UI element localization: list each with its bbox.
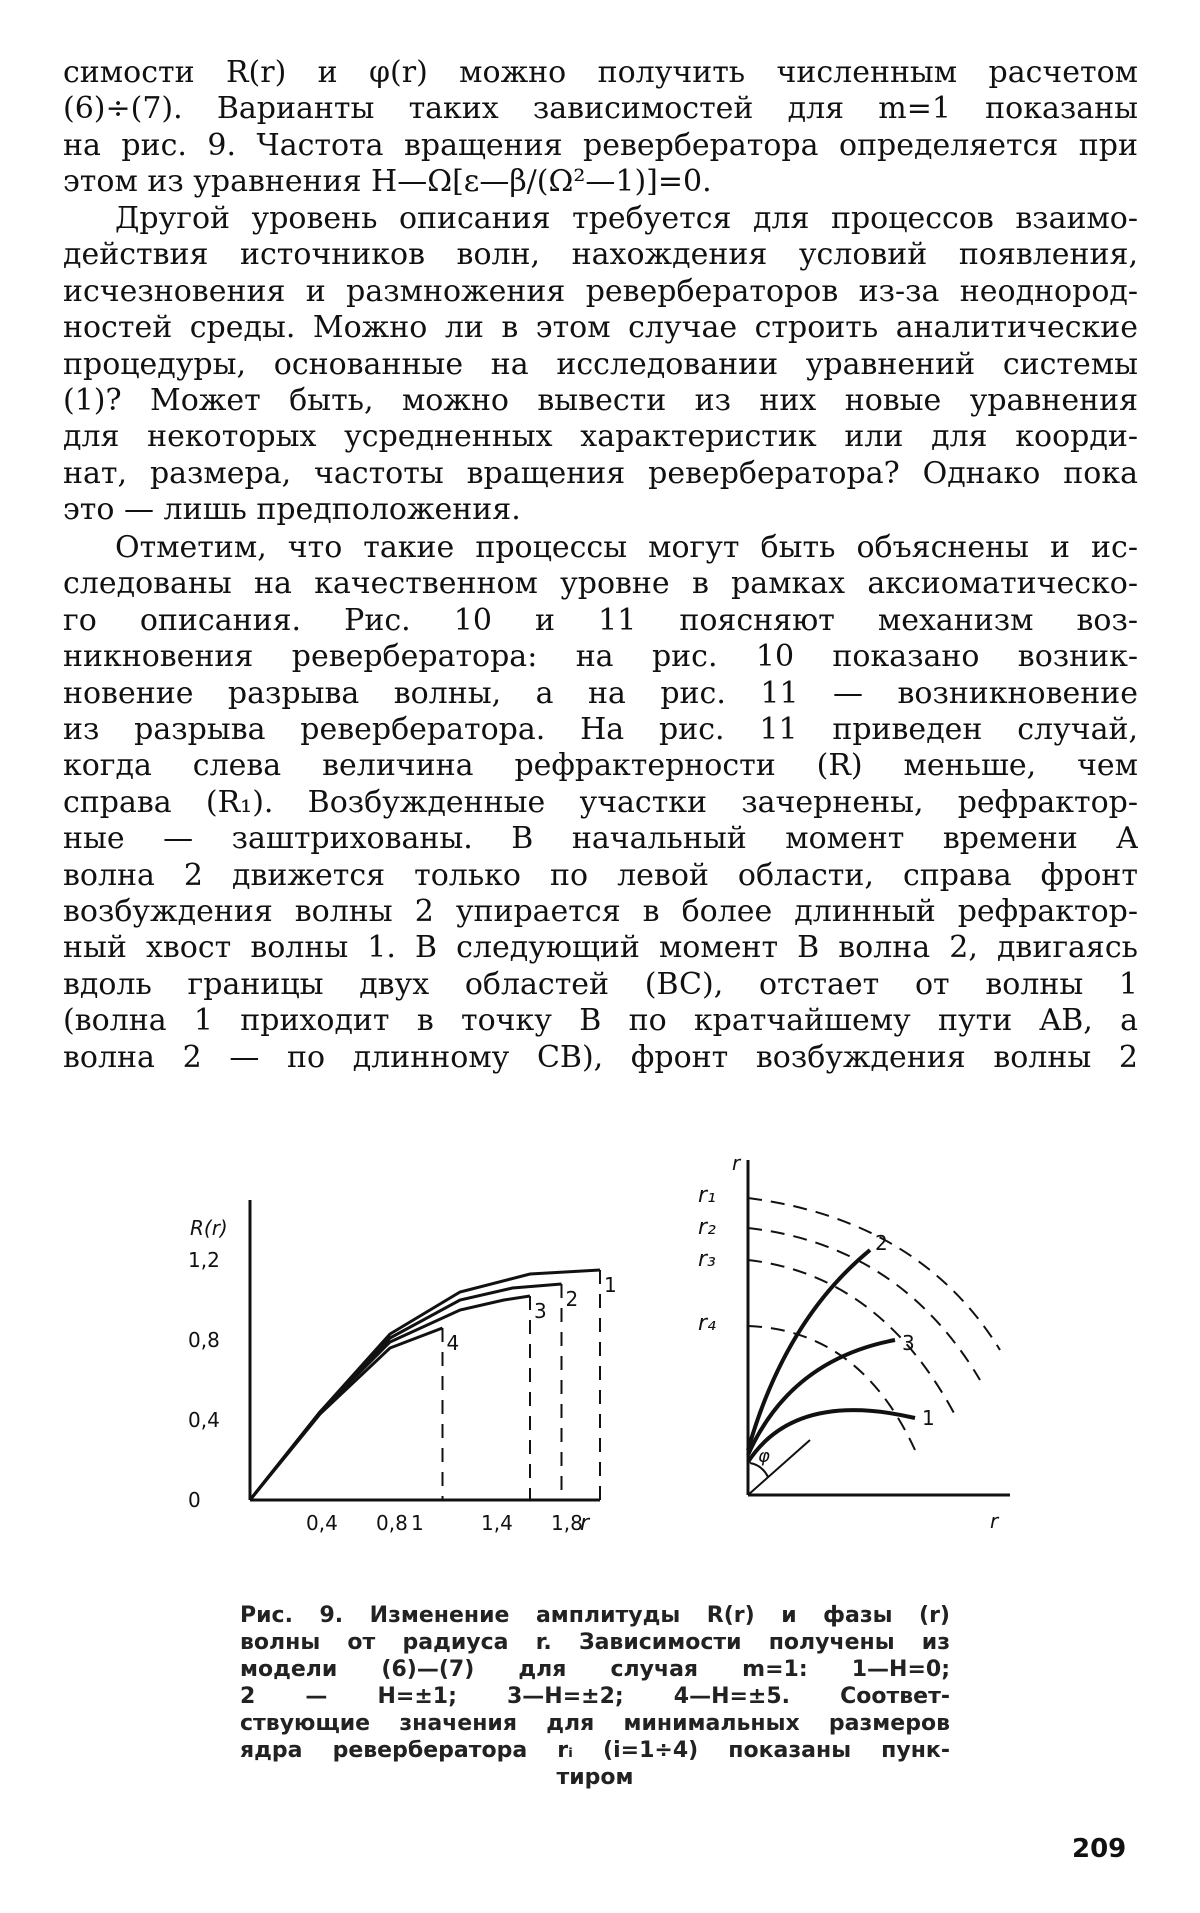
series-label-4: 4 (446, 1331, 460, 1355)
series-label-2: 2 (565, 1287, 579, 1311)
series-label-3: 3 (534, 1299, 547, 1323)
text-line: возбуждения волны 2 упирается в более длинный рефрактор- (63, 894, 1138, 930)
x-tick-label: 0,4 (306, 1511, 338, 1535)
text-line: волна 2 движется только по левой области, справа фронт (63, 857, 1138, 893)
text-line: Другой уровень описания требуется для процессов взаимо- (115, 201, 1138, 236)
amplitude-chart (180, 1200, 620, 1580)
caption-line: Рис. 9. Изменение амплитуды R(r) и фазы (r) (240, 1603, 950, 1628)
paragraph-3 (63, 530, 1138, 1076)
text-line: никновения ревербератора: на рис. 10 показано возник- (63, 639, 1138, 675)
phase-diagram (690, 1150, 1030, 1540)
series-line-4 (250, 1328, 443, 1500)
text-line: ные — заштрихованы. В начальный момент времени A (63, 821, 1138, 857)
x-tick-label: 1,8 (551, 1511, 583, 1535)
text-line: следованы на качественном уровне в рамках аксиоматическо- (63, 566, 1138, 602)
page-number: 209 (1072, 1834, 1127, 1864)
y-axis-label: R(r) (190, 1216, 228, 1240)
text-line: это — лишь предположения. (63, 492, 521, 528)
phase-curve-1 (748, 1410, 915, 1462)
text-line: симости R(r) и φ(r) можно получить численным расчетом (63, 55, 1138, 90)
curve-label-1: 1 (922, 1406, 935, 1430)
text-line: нат, размера, частоты вращения ревербератора? Однако пока (63, 455, 1138, 491)
series-label-1: 1 (604, 1273, 617, 1297)
series-line-1 (250, 1270, 600, 1500)
series-line-2 (250, 1284, 562, 1500)
curve-label-3: 3 (902, 1331, 915, 1355)
text-line: ный хвост волны 1. В следующий момент B волна 2, двигаясь (63, 930, 1138, 966)
text-line: го описания. Рис. 10 и 11 поясняют механизм воз- (63, 602, 1138, 638)
caption-line: ядра ревербератора rᵢ (i=1÷4) показаны пунк- (240, 1738, 950, 1763)
phase-curves (748, 1250, 915, 1462)
paragraph-1 (63, 55, 1138, 201)
y-tick-labels (188, 1248, 220, 1512)
text-line: (волна 1 приходит в точку B по кратчайшему пути AB, а (63, 1003, 1138, 1039)
curve-labels (875, 1231, 935, 1430)
x-tick-label: 1 (411, 1511, 424, 1535)
dashed-arc-r4 (748, 1326, 915, 1450)
series-line-3 (250, 1296, 530, 1500)
text-line: новение разрыва волны, а на рис. 11 — возникновение (63, 675, 1138, 711)
text-line: на рис. 9. Частота вращения ревербератора определяется при (63, 127, 1138, 163)
curve-label-2: 2 (875, 1231, 888, 1255)
caption-line: ствующие значения для минимальных размеров (240, 1711, 950, 1736)
text-line: исчезновения и размножения ревербераторов из-за неоднород- (63, 273, 1138, 309)
x-tick-label: 1,4 (481, 1511, 513, 1535)
radius-label-r3: r₃ (698, 1247, 716, 1272)
radius-label-r2: r₂ (698, 1215, 716, 1240)
x-axis-label: r (580, 1511, 590, 1536)
text-line: этом из уравнения H—Ω[ε—β/(Ω²—1)]=0. (63, 164, 712, 200)
text-line: ностей среды. Можно ли в этом случае строить аналитические (63, 310, 1138, 346)
angle-label: φ (758, 1446, 770, 1467)
dashed-arc-r1 (748, 1198, 1000, 1350)
y-tick-label: 0,4 (188, 1408, 220, 1432)
dashed-arc-r3 (748, 1260, 955, 1415)
text-line: вдоль границы двух областей (BC), отстает от волны 1 (63, 966, 1138, 1002)
text-line: процедуры, основанные на исследовании уравнений системы (63, 346, 1138, 382)
y-tick-label: 0 (188, 1488, 201, 1512)
y-tick-label: 1,2 (188, 1248, 220, 1272)
chart-axes (250, 1200, 600, 1500)
horizontal-axis-label: r (990, 1509, 999, 1533)
text-line: из разрыва ревербератора. На рис. 11 приведен случай, (63, 712, 1138, 748)
text-line: (1)? Может быть, можно вывести из них новые уравнения (63, 383, 1138, 419)
text-line: действия источников волн, нахождения условий появления, (63, 237, 1138, 273)
caption-line: 2 — H=±1; 3—H=±2; 4—H=±5. Соответ- (240, 1684, 950, 1709)
caption-line: тиром (556, 1765, 634, 1790)
paragraph-2 (63, 201, 1138, 529)
text-line: (6)÷(7). Варианты таких зависимостей для m=1 показаны (63, 91, 1138, 127)
radius-label-r4: r₄ (698, 1311, 716, 1336)
radius-label-r1: r₁ (698, 1183, 716, 1208)
y-tick-label: 0,8 (188, 1328, 220, 1352)
vertical-axis-label: r (732, 1151, 741, 1175)
text-line: справа (R₁). Возбужденные участки зачернены, рефрактор- (63, 784, 1138, 820)
text-line: когда слева величина рефрактерности (R) меньше, чем (63, 748, 1138, 784)
caption-line: модели (6)—(7) для случая m=1: 1—H=0; (240, 1657, 950, 1682)
caption-line: волны от радиуса r. Зависимости получены из (240, 1630, 950, 1655)
x-tick-label: 0,8 (376, 1511, 408, 1535)
figure-caption (240, 1602, 950, 1791)
radius-labels (698, 1183, 716, 1336)
x-tick-labels (306, 1511, 583, 1535)
text-line: волна 2 — по длинному CB), фронт возбуждения волны 2 (63, 1039, 1138, 1075)
chart-series (250, 1270, 617, 1500)
text-line: для некоторых усредненных характеристик или для коорди- (63, 419, 1138, 455)
text-line: Отметим, что такие процессы могут быть объяснены и ис- (115, 530, 1138, 565)
